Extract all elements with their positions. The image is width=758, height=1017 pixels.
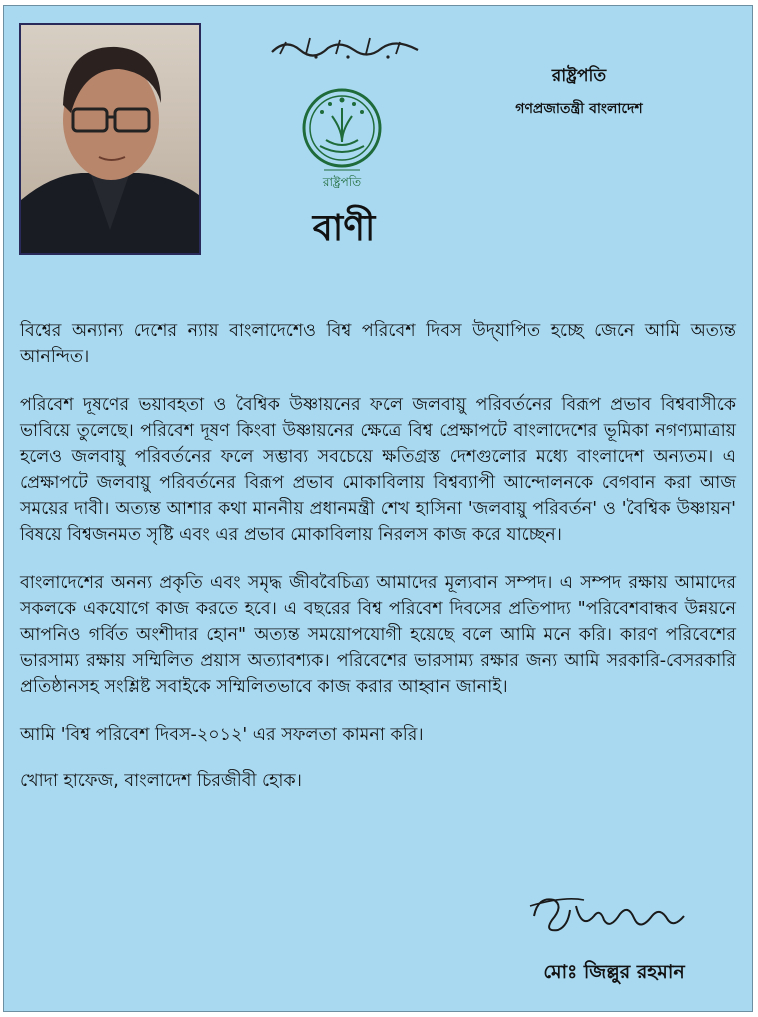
emblem-caption: রাষ্ট্রপতি — [322, 175, 362, 189]
office-title: রাষ্ট্রপতি — [551, 66, 607, 86]
message-body — [20, 318, 736, 814]
office-block — [474, 64, 684, 122]
handwritten-signature — [524, 886, 694, 948]
signer-name: মোঃ জিল্লুর রহমান — [543, 961, 685, 983]
presidential-emblem — [296, 86, 388, 194]
page-title: বাণী — [312, 207, 376, 249]
president-portrait — [19, 23, 201, 255]
paragraph-1: বিশ্বের অন্যান্য দেশের ন্যায় বাংলাদেশেও বিশ্ব পরিবেশ দিবস উদ্‌যাপিত হচ্ছে জেনে আমি অত্যন্ত আনন্দিত। — [20, 321, 736, 367]
bismillah-calligraphy — [266, 32, 426, 62]
paragraph-2: পরিবেশ দূষণের ভয়াবহতা ও বৈশ্বিক উষ্ণায়নের ফলে জলবায়ু পরিবর্তনের বিরূপ প্রভাব বিশ্ববাসীকে ভাবিয়ে তুলেছে। পরিবেশ দূষণ কিংবা উষ্ণায়নের ক্ষেত্রে বিশ্ব প্রেক্ষাপটে বাংলাদেশের ভূমিকা নগণ্যমাত্রায় হলেও জলবায়ু পরিবর্তনের ফলে সম্ভাব্য সবচেয়ে ক্ষতিগ্রস্ত দেশগুলোর মধ্যে বাংলাদেশ অন্যতম। এ প্রেক্ষাপটে জলবায়ু পরিবর্তনের বিরূপ প্রভাব মোকাবিলায় বিশ্বব্যাপী আন্দোলনকে বেগবান করা আজ সময়ের দাবী। অত্যন্ত আশার কথা মাননীয় প্রধানমন্ত্রী শেখ হাসিনা 'জলবায়ু পরিবর্তন' ও 'বৈশ্বিক উষ্ণায়ন' বিষয়ে বিশ্বজনমত সৃষ্টি এবং এর প্রভাব মোকাবিলায় নিরলস কাজ করে যাচ্ছেন। — [20, 395, 736, 545]
paragraph-5: খোদা হাফেজ, বাংলাদেশ চিরজীবী হোক। — [20, 771, 302, 791]
office-subtitle: গণপ্রজাতন্ত্রী বাংলাদেশ — [515, 101, 643, 117]
message-page — [3, 5, 753, 1012]
paragraph-3: বাংলাদেশের অনন্য প্রকৃতি এবং সমৃদ্ধ জীববৈচিত্র্য আমাদের মূল্যবান সম্পদ। এ সম্পদ রক্ষায় আমাদের সকলকে একযোগে কাজ করতে হবে। এ বছরের বিশ্ব পরিবেশ দিবসের প্রতিপাদ্য "পরিবেশবান্ধব উন্নয়নে আপনিও গর্বিত অংশীদার হোন" অত্যন্ত সময়োপযোগী হয়েছে বলে আমি মনে করি। কারণ পরিবেশের ভারসাম্য রক্ষায় সম্মিলিত প্রয়াস অত্যাবশ্যক। পরিবেশের ভারসাম্য রক্ষার জন্য আমি সরকারি-বেসরকারি প্রতিষ্ঠানসহ সংশ্লিষ্ট সবাইকে সম্মিলিতভাবে কাজ করার আহ্বান জানাই। — [20, 573, 736, 697]
paragraph-4: আমি 'বিশ্ব পরিবেশ দিবস-২০১২' এর সফলতা কামনা করি। — [20, 725, 424, 745]
portrait-image — [21, 25, 199, 253]
